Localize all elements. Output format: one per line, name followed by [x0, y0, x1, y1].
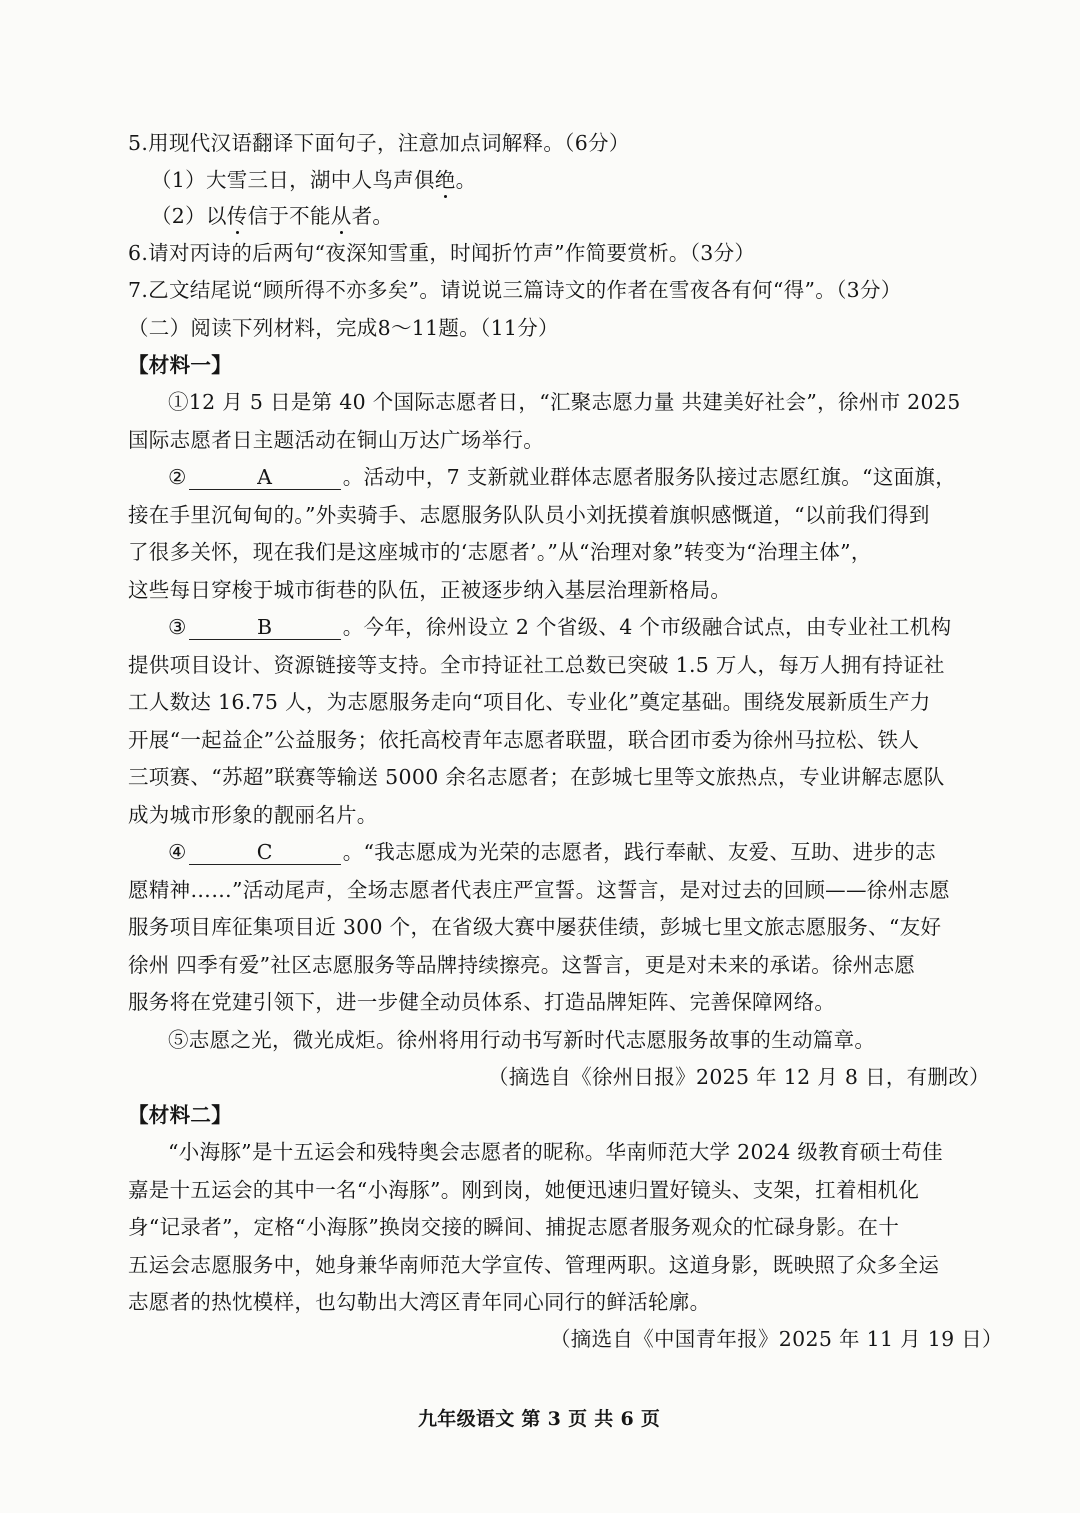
page-footer: 九年级语文 第 3 页 共 6 页 — [418, 1408, 661, 1430]
m1-p3-line-1 — [168, 617, 951, 640]
q5-1-text: （1）大雪三日，湖中人鸟声俱 — [151, 168, 435, 192]
fill-blank-a: A — [189, 467, 341, 490]
q5-2-mid: 信于不能 — [247, 204, 331, 228]
m2-line-1: “小海豚”是十五运会和残特奥会志愿者的昵称。华南师范大学 2024 级教育硕士苟佳 — [168, 1140, 943, 1164]
m1-p2-line-3: 了很多关怀，现在我们是这座城市的‘志愿者’。”从“治理对象”转变为“治理主体”， — [128, 540, 872, 564]
m1-p1-line-2: 国际志愿者日主题活动在铜山万达广场举行。 — [128, 428, 544, 452]
para-number: ④ — [168, 840, 187, 864]
m1-source: （摘选自《徐州日报》2025 年 12 月 8 日，有删改） — [488, 1065, 990, 1089]
m2-line-3: 身“记录者”，定格“小海豚”换岗交接的瞬间、捕捉志愿者服务观众的忙碌身影。在十 — [128, 1215, 900, 1239]
dotted-char: 绝 — [434, 168, 456, 192]
para-number: ② — [168, 465, 187, 489]
m1-p2-line-2: 接在手里沉甸甸的。”外卖骑手、志愿服务队队员小刘抚摸着旗帜感慨道，“以前我们得到 — [128, 503, 930, 527]
q5-2-end: 者。 — [351, 204, 394, 228]
m1-p2-line-4: 这些每日穿梭于城市街巷的队伍，正被逐步纳入基层治理新格局。 — [128, 578, 732, 602]
m1-p2-text: 。活动中，7 支新就业群体志愿者服务队接过志愿红旗。“这面旗， — [342, 465, 957, 489]
m2-source: （摘选自《中国青年报》2025 年 11 月 19 日） — [550, 1327, 1003, 1351]
m1-p4-line-2: 愿精神……”活动尾声，全场志愿者代表庄严宣誓。这誓言，是对过去的回顾——徐州志愿 — [128, 878, 950, 902]
fill-blank-b: B — [189, 617, 341, 640]
m1-p3-line-5: 三项赛、“苏超”联赛等输送 5000 余名志愿者；在彭城七里等文旅热点，专业讲解志愿队 — [128, 765, 945, 789]
m1-p5: ⑤志愿之光，微光成炬。徐州将用行动书写新时代志愿服务故事的生动篇章。 — [168, 1028, 876, 1052]
m1-p4-line-4: 徐州 四季有爱”社区志愿服务等品牌持续擦亮。这誓言，更是对未来的承诺。徐州志愿 — [128, 953, 916, 977]
m1-p2-line-1 — [168, 467, 956, 490]
question-5-2 — [151, 206, 393, 227]
dotted-char: 传 — [226, 204, 248, 228]
q5-1-end: 。 — [455, 168, 477, 192]
question-5 — [128, 133, 630, 154]
m1-p4-line-5: 服务将在党建引领下，进一步健全动员体系、打造品牌矩阵、完善保障网络。 — [128, 990, 836, 1014]
m1-p4-line-3: 服务项目库征集项目近 300 个，在省级大赛中屡获佳绩，彭城七里文旅志愿服务、“友好 — [128, 915, 942, 939]
m1-p3-line-2: 提供项目设计、资源链接等支持。全市持证社工总数已突破 1.5 万人，每万人拥有持证社 — [128, 653, 945, 677]
m1-p4-text: 。“我志愿成为光荣的志愿者，践行奉献、友爱、互助、进步的志 — [342, 840, 936, 864]
m1-p3-line-3: 工人数达 16.75 人，为志愿服务走向“项目化、专业化”奠定基础。围绕发展新质生产力 — [128, 690, 931, 714]
question-5-text: 5.用现代汉语翻译下面句子，注意加点词解释。（6分） — [128, 131, 630, 155]
material-2-title: 【材料二】 — [128, 1103, 232, 1127]
question-5-1 — [151, 170, 476, 191]
m1-p4-line-1 — [168, 842, 936, 865]
m2-line-4: 五运会志愿服务中，她身兼华南师范大学宣传、管理两职。这道身影，既映照了众多全运 — [128, 1253, 940, 1277]
question-7: 7.乙文结尾说“顾所得不亦多矣”。请说说三篇诗文的作者在雪夜各有何“得”。（3分） — [128, 278, 902, 302]
para-number: ③ — [168, 615, 187, 639]
m2-line-5: 志愿者的热忱模样，也勾勒出大湾区青年同心同行的鲜活轮廓。 — [128, 1290, 711, 1314]
dotted-char: 从 — [330, 204, 352, 228]
m1-p3-line-4: 开展“一起益企”公益服务；依托高校青年志愿者联盟，联合团市委为徐州马拉松、铁人 — [128, 728, 920, 752]
m2-line-2: 嘉是十五运会的其中一名“小海豚”。刚到岗，她便迅速归置好镜头、支架，扛着相机化 — [128, 1178, 920, 1202]
material-1-title: 【材料一】 — [128, 353, 232, 377]
section-2-heading: （二）阅读下列材料，完成8～11题。（11分） — [128, 316, 559, 340]
m1-p3-line-6: 成为城市形象的靓丽名片。 — [128, 803, 378, 827]
q5-2-text: （2）以 — [151, 204, 227, 228]
m1-p1-line-1: ①12 月 5 日是第 40 个国际志愿者日，“汇聚志愿力量 共建美好社会”，徐州市 2025 — [168, 390, 961, 414]
fill-blank-c: C — [189, 842, 341, 865]
question-6: 6.请对丙诗的后两句“夜深知雪重，时闻折竹声”作简要赏析。（3分） — [128, 241, 756, 265]
m1-p3-text: 。今年，徐州设立 2 个省级、4 个市级融合试点，由专业社工机构 — [342, 615, 952, 639]
